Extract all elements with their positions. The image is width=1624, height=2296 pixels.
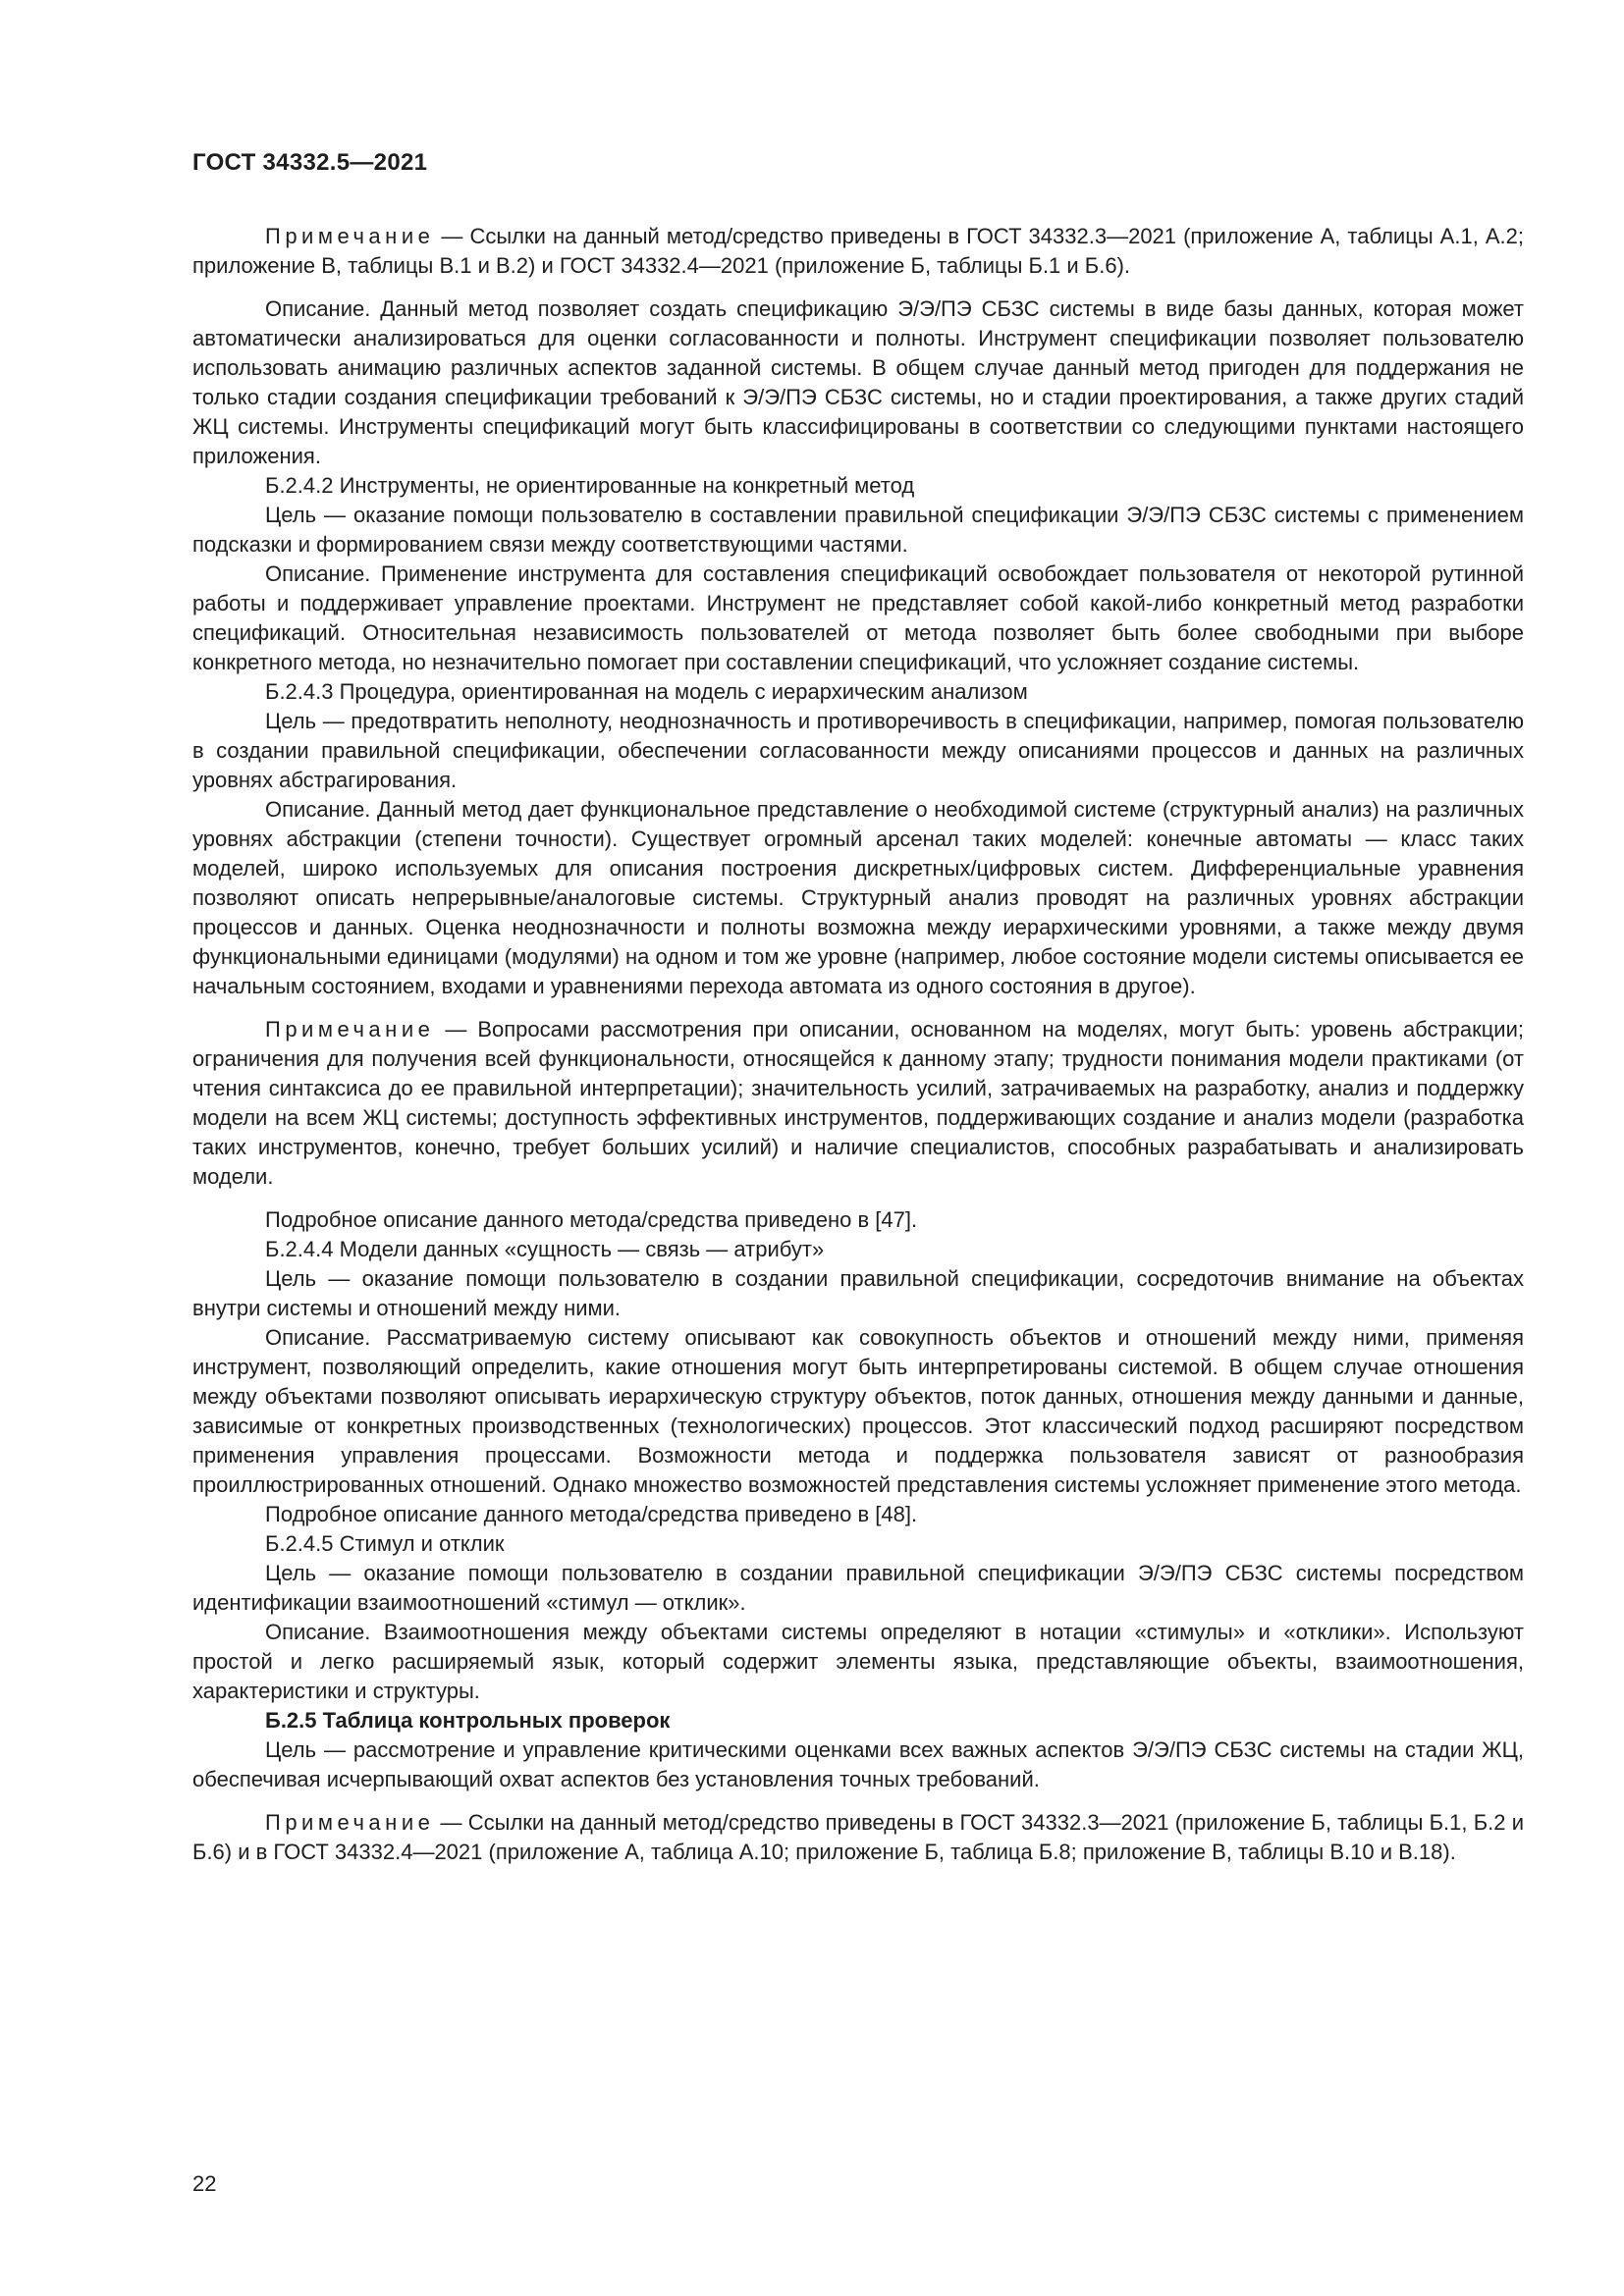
description-paragraph: Описание. Взаимоотношения между объектами системы определяют в нотации «стимулы» и «отклики». Используют простой и легко расширяемый язык, который содержит элементы языка, представляющие объекты, взаимоотношения, характеристики и структуры. <box>192 1620 1524 1703</box>
note-paragraph: Примечание — Вопросами рассмотрения при описании, основанном на моделях, могут быть: уровень абстракции; ограничения для получения всей функциональности, относящейся к данному этапу; трудности понимания модели практиками (от чтения синтаксиса до ее правильной интерпретации); значительность усилий, затрачиваемых на разработку, анализ и поддержку модели на всем ЖЦ системы; доступность эффективных инструментов, поддерживающих создание и анализ модели (разработка таких инструментов, конечно, требует больших усилий) и наличие специалистов, способных разрабатывать и анализировать модели. <box>192 1017 1524 1189</box>
goal-paragraph: Цель — оказание помощи пользователю в составлении правильной спецификации Э/Э/ПЭ СБЗС системы с применением подсказки и формированием связи между соответствующими частями. <box>192 503 1524 557</box>
section-heading-b-2-4-5: Б.2.4.5 Стимул и отклик <box>265 1531 505 1556</box>
goal-paragraph: Цель — предотвратить неполноту, неоднозначность и противоречивость в спецификации, например, помогая пользователю в создании правильной спецификации, обеспечении согласованности между описаниями процессов и данных на различных уровнях абстрагирования. <box>192 709 1524 792</box>
section-heading-b-2-5: Б.2.5 Таблица контрольных проверок <box>265 1708 671 1733</box>
description-paragraph: Описание. Данный метод позволяет создать спецификацию Э/Э/ПЭ СБЗС системы в виде базы данных, которая может автоматически анализироваться для оценки согласованности и полноты. Инструмент спецификации позволяет пользователю использовать анимацию различных аспектов заданной системы. В общем случае данный метод пригоден для поддержания не только стадии создания спецификации требований к Э/Э/ПЭ СБЗС системы, но и стадии проектирования, а также других стадий ЖЦ системы. Инструменты спецификаций могут быть классифицированы в соответствии со следующими пунктами настоящего приложения. <box>192 296 1524 468</box>
note-paragraph: Примечание — Ссылки на данный метод/средство приведены в ГОСТ 34332.3—2021 (приложение А, таблицы А.1, А.2; приложение В, таблицы В.1 и В.2) и ГОСТ 34332.4—2021 (приложение Б, таблицы Б.1 и Б.6). <box>192 224 1524 278</box>
note-paragraph: Примечание — Ссылки на данный метод/средство приведены в ГОСТ 34332.3—2021 (приложение Б, таблицы Б.1, Б.2 и Б.6) и в ГОСТ 34332.4—2021 (приложение А, таблица А.10; приложение Б, таблица Б.8; приложение В, таблицы В.10 и В.18). <box>192 1810 1524 1864</box>
description-paragraph: Описание. Применение инструмента для составления спецификаций освобождает пользователя от некоторой рутинной работы и поддерживает управление проектами. Инструмент не представляет собой какой-либо конкретный метод разработки спецификаций. Относительная независимость пользователей от метода позволяет быть более свободными при выборе конкретного метода, но незначительно помогает при составлении спецификаций, что усложняет создание системы. <box>192 561 1524 674</box>
reference-paragraph: Подробное описание данного метода/средства приведено в [47]. <box>265 1207 918 1232</box>
document-body <box>192 222 1524 1867</box>
section-heading-b-2-4-2: Б.2.4.2 Инструменты, не ориентированные на конкретный метод <box>265 473 915 498</box>
document-header: ГОСТ 34332.5—2021 <box>192 149 428 176</box>
goal-paragraph: Цель — оказание помощи пользователю в создании правильной спецификации Э/Э/ПЭ СБЗС системы посредством идентификации взаимоотношений «стимул — отклик». <box>192 1561 1524 1615</box>
goal-paragraph: Цель — оказание помощи пользователю в создании правильной спецификации, сосредоточив внимание на объектах внутри системы и отношений между ними. <box>192 1266 1524 1320</box>
description-paragraph: Описание. Рассматриваемую систему описывают как совокупность объектов и отношений между ними, применяя инструмент, позволяющий определить, какие отношения могут быть интерпретированы системой. В общем случае отношения между объектами позволяют описывать иерархическую структуру объектов, поток данных, отношения между данными и данные, зависимые от конкретных производственных (технологических) процессов. Этот классический подход расширяют посредством применения управления процессами. Возможности метода и поддержка пользователя зависят от разнообразия проиллюстрированных отношений. Однако множество возможностей представления системы усложняет применение этого метода. <box>192 1325 1524 1497</box>
note-label: Примечание <box>265 224 435 248</box>
goal-paragraph: Цель — рассмотрение и управление критическими оценками всех важных аспектов Э/Э/ПЭ СБЗС системы на стадии ЖЦ, обеспечивая исчерпывающий охват аспектов без установления точных требований. <box>192 1737 1524 1791</box>
page-number: 22 <box>192 2171 217 2196</box>
reference-paragraph: Подробное описание данного метода/средства приведено в [48]. <box>265 1502 918 1526</box>
description-paragraph: Описание. Данный метод дает функциональное представление о необходимой системе (структурный анализ) на различных уровнях абстракции (степени точности). Существует огромный арсенал таких моделей: конечные автоматы — класс таких моделей, широко используемых для описания построения дискретных/цифровых систем. Дифференциальные уравнения позволяют описать непрерывные/аналоговые системы. Структурный анализ проводят на различных уровнях абстракции процессов и данных. Оценка неоднозначности и полноты возможна между иерархическими уровнями, а также между двумя функциональными единицами (модулями) на одном и том же уровне (например, любое состояние модели системы описывается ее начальным состоянием, входами и уравнениями перехода автомата из одного состояния в другое). <box>192 797 1524 998</box>
section-heading-b-2-4-4: Б.2.4.4 Модели данных «сущность — связь — атрибут» <box>265 1237 825 1261</box>
note-label: Примечание <box>265 1017 435 1041</box>
note-label: Примечание <box>265 1810 435 1835</box>
section-heading-b-2-4-3: Б.2.4.3 Процедура, ориентированная на модель с иерархическим анализом <box>265 679 1028 704</box>
